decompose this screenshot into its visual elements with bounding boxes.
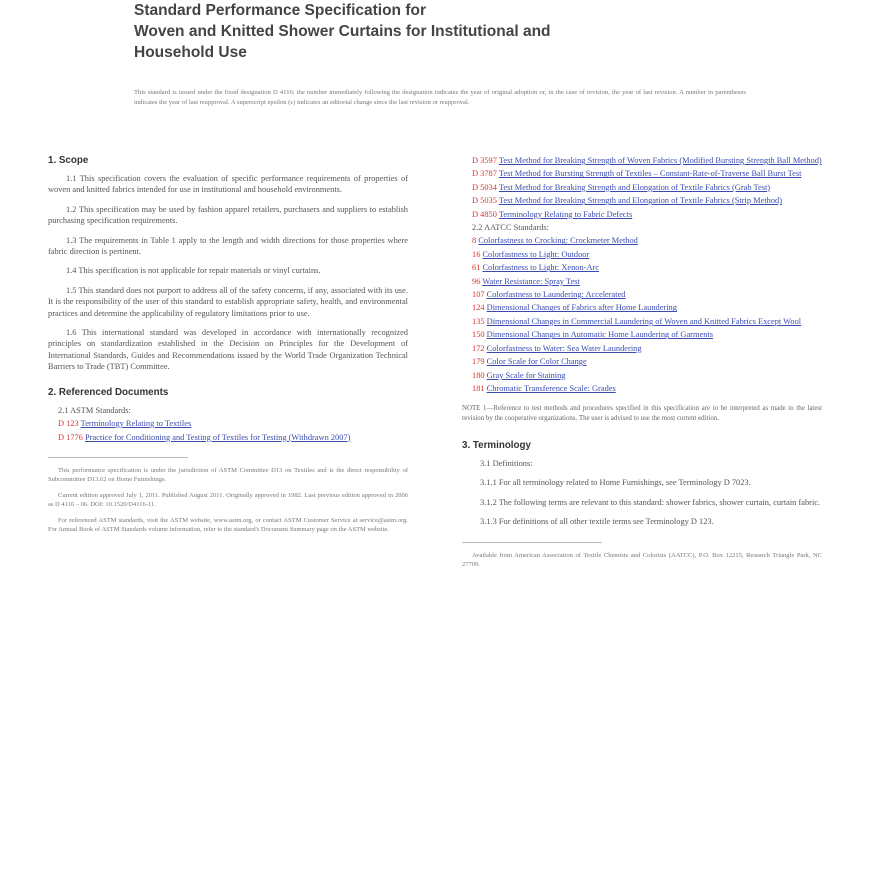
section-heading-terminology: 3. Terminology: [462, 439, 531, 451]
reference-link[interactable]: 172 Colorfastness to Water: Sea Water Laundering: [472, 343, 642, 353]
ref-subheading-aatcc: 2.2 AATCC Standards:: [472, 223, 550, 233]
footnote-divider: [48, 457, 188, 458]
reference-link[interactable]: D 3597 Test Method for Breaking Strength of Woven Fabrics (Modified Bursting Strength Ball Method): [472, 156, 822, 165]
reference-link[interactable]: D 5035 Test Method for Breaking Strength and Elongation of Textile Fabrics (Strip Method): [472, 196, 782, 206]
ref-title: Terminology Relating to Textiles: [80, 419, 192, 429]
title-line-2: Woven and Knitted Shower Curtains for Institutional and: [134, 23, 551, 40]
reference-link[interactable]: 107 Colorfastness to Laundering: Accelerated: [472, 290, 626, 300]
ref-code: D 123: [58, 419, 79, 429]
reference-link[interactable]: [48, 418, 408, 429]
designation-notice: This standard is issued under the fixed designation D 4116; the number immediately following the designation indicates the year of original adoption or, in the case of revision, the year of last revision. A number in parentheses indicates the year of last reapproval. A superscript epsilon (ε) indicates an editorial change since the last revision or reapproval.: [134, 89, 746, 106]
terminology-paragraph: 3.1.1 For all terminology related to Home Furnishings, see Terminology D 7023.: [480, 478, 751, 488]
scope-paragraph: 1.1 This specification covers the evaluation of specific performance requirements of properties of woven and knitted fabrics intended for use in institutional and household environments.: [48, 174, 408, 195]
reference-link[interactable]: 135 Dimensional Changes in Commercial Laundering of Woven and Knitted Fabrics Except Wool: [472, 316, 802, 326]
reference-link[interactable]: 150 Dimensional Changes in Automatic Home Laundering of Garments: [472, 330, 713, 340]
terminology-paragraph: 3.1 Definitions:: [480, 458, 533, 468]
ref-subheading-astm: 2.1 ASTM Standards:: [58, 405, 131, 415]
scope-paragraph: 1.2 This specification may be used by fashion apparel retailers, purchasers and suppliers to establish purchasing specification requirements.: [48, 204, 408, 226]
section-heading-referenced-documents: 2. Referenced Documents: [48, 386, 169, 398]
reference-link[interactable]: 124 Dimensional Changes of Fabrics after Home Laundering: [472, 303, 677, 313]
document-title: [134, 0, 754, 63]
title-line-1: Standard Performance Specification for: [134, 2, 426, 19]
reference-link[interactable]: 96 Water Resistance: Spray Test: [472, 276, 580, 286]
footnote: Current edition approved July 1, 2011. Published August 2011. Originally approved in 1982. Last previous edition approved in 2006 as D 4116 – 06. DOI: 10.1520/D4116-11.: [48, 491, 408, 508]
reference-link[interactable]: D 4850 Terminology Relating to Fabric Defects: [472, 209, 633, 219]
reference-link[interactable]: 8 Colorfastness to Crocking: Crockmeter Method: [472, 236, 638, 246]
reference-link[interactable]: 180 Gray Scale for Staining: [472, 370, 566, 380]
footnote: This performance specification is under the jurisdiction of ASTM Committee D13 on Textiles and is the direct responsibility of Subcommittee D13.62 on Home Furnishings.: [48, 466, 408, 483]
reference-link[interactable]: 181 Chromatic Transference Scale: Grades: [472, 383, 616, 393]
footnote-divider: [462, 542, 602, 543]
scope-paragraph: 1.4 This specification is not applicable for repair materials or vinyl curtains.: [66, 266, 321, 276]
left-column: [48, 155, 408, 541]
scope-paragraph: 1.6 This international standard was developed in accordance with internationally recognized principles on standardization established in the Decision on Principles for the Development of International Standards, Guides and Recommendations issued by the World Trade Organization Technical Barriers to Trade (TBT) Committee.: [48, 328, 408, 372]
reference-link[interactable]: 16 Colorfastness to Light: Outdoor: [472, 249, 590, 259]
ref-title: Practice for Conditioning and Testing of Textiles for Testing (Withdrawn 2007): [85, 432, 351, 442]
reference-link[interactable]: [48, 432, 408, 443]
scope-paragraph: 1.5 This standard does not purport to address all of the safety concerns, if any, associated with its use. It is the responsibility of the user of this standard to establish appropriate safety, health, and environmental practices and determine the applicability of regulatory limitations prior to use.: [48, 285, 408, 318]
reference-link[interactable]: D 5034 Test Method for Breaking Strength and Elongation of Textile Fabrics (Grab Test): [472, 182, 771, 192]
right-column: [462, 155, 822, 576]
ref-code: D 1776: [58, 432, 83, 442]
scope-paragraph: 1.3 The requirements in Table 1 apply to the length and width directions for those properties where fabric direction is pertinent.: [48, 235, 408, 257]
title-line-3: Household Use: [134, 44, 247, 61]
footnote: Available from American Association of Textile Chemists and Colorists (AATCC), P.O. Box 12215, Research Triangle Park, NC 27709.: [462, 551, 822, 568]
terminology-paragraph: 3.1.2 The following terms are relevant to this standard: shower fabrics, shower curtain, curtain fabric.: [480, 497, 821, 507]
reference-link[interactable]: 179 Color Scale for Color Change: [472, 357, 587, 367]
section-heading-scope: 1. Scope: [48, 155, 89, 166]
note-1: NOTE 1—Reference to test methods and procedures specified in this specification are to be interpreted as made to the latest revision by the cooperative organizations. The user is advised to use the most current edition.: [462, 405, 822, 423]
reference-link[interactable]: D 3787 Test Method for Bursting Strength of Textiles – Constant-Rate-of-Traverse Ball Burst Test: [472, 169, 802, 179]
terminology-paragraph: 3.1.3 For definitions of all other textile terms see Terminology D 123.: [480, 517, 714, 527]
footnote: For referenced ASTM standards, visit the ASTM website, www.astm.org, or contact ASTM Customer Service at service@astm.org. For Annual Book of ASTM Standards volume information, refer to the standard's Document Summary page on the ASTM website.: [48, 516, 408, 533]
reference-link[interactable]: 61 Colorfastness to Light: Xenon-Arc: [472, 263, 599, 273]
